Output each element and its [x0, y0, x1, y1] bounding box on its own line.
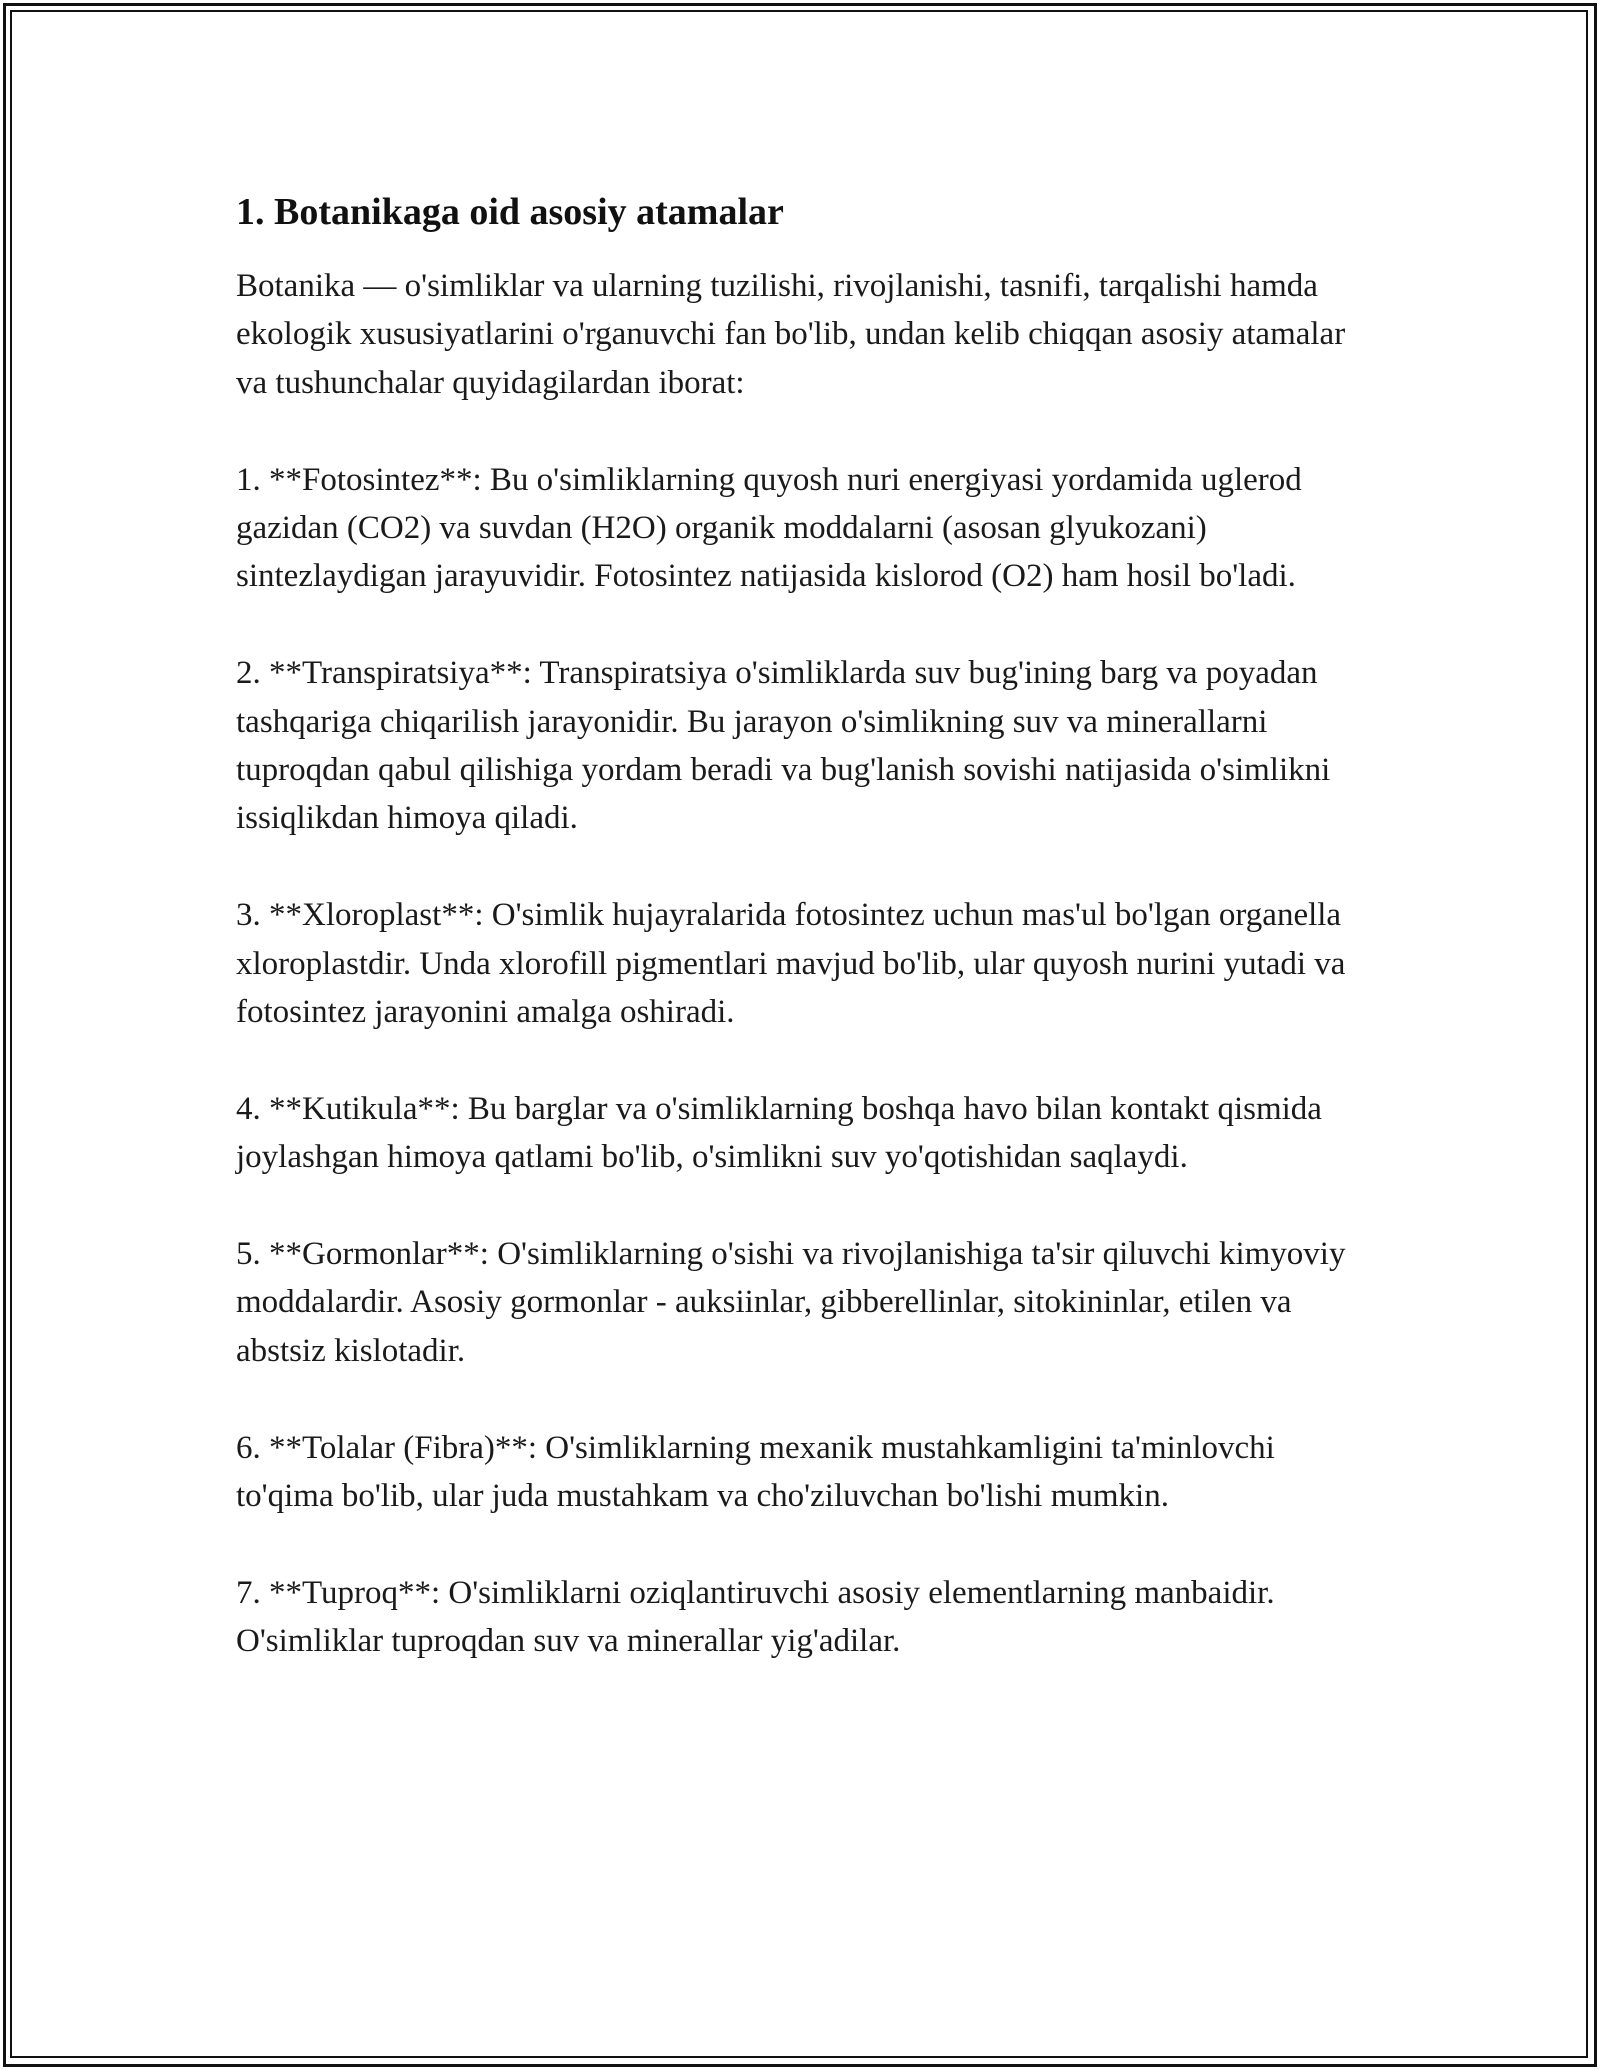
- term-gormonlar: 5. **Gormonlar**: O'simliklarning o'sishi va rivojlanishiga ta'sir qiluvchi kimyoviy moddalardir. Asosiy gormonlar - auksiinlar, gibberellinlar, sitokininlar, etilen va abstsiz kislotadir.: [236, 1236, 1346, 1369]
- document-body: [236, 188, 1366, 1714]
- document-heading: 1. Botanikaga oid asosiy atamalar: [236, 191, 784, 233]
- term-xloroplast: 3. **Xloroplast**: O'simlik hujayralarida fotosintez uchun mas'ul bo'lgan organella xloroplastdir. Unda xlorofill pigmentlari mavjud bo'lib, ular quyosh nurini yutadi va fotosintez jarayonini amalga oshiradi.: [236, 897, 1346, 1031]
- term-tolalar: 6. **Tolalar (Fibra)**: O'simliklarning mexanik mustahkamligini ta'minlovchi to'qima bo'lib, ular juda mustahkam va cho'ziluvchan bo'lishi mumkin.: [236, 1429, 1275, 1515]
- intro-paragraph: Botanika — o'simliklar va ularning tuzilishi, rivojlanishi, tasnifi, tarqalishi hamda ekologik xususiyatlarini o'rganuvchi fan bo'lib, undan kelib chiqqan asosiy atamalar va tushunchalar quyidagilardan iborat:: [236, 268, 1346, 401]
- term-transpiratsiya: 2. **Transpiratsiya**: Transpiratsiya o'simliklarda suv bug'ining barg va poyadan tashqariga chiqarilish jarayonidir. Bu jarayon o'simlikning suv va minerallarni tuproqdan qabul qilishiga yordam beradi va bug'lanish sovishi natijasida o'simlikni issiqlikdan himoya qiladi.: [236, 655, 1331, 837]
- term-fotosintez: 1. **Fotosintez**: Bu o'simliklarning quyosh nuri energiyasi yordamida uglerod gazidan (CO2) va suvdan (H2O) organik moddalarni (asosan glyukozani) sintezlaydigan jarayuvidir. Fotosintez natijasida kislorod (O2) ham hosil bo'ladi.: [236, 461, 1302, 595]
- term-kutikula: 4. **Kutikula**: Bu barglar va o'simliklarning boshqa havo bilan kontakt qismida joylashgan himoya qatlami bo'lib, o'simlikni suv yo'qotishidan saqlaydi.: [236, 1090, 1322, 1176]
- term-tuproq: 7. **Tuproq**: O'simliklarni oziqlantiruvchi asosiy elementlarning manbaidir. O'simliklar tuproqdan suv va minerallar yig'adilar.: [236, 1574, 1275, 1660]
